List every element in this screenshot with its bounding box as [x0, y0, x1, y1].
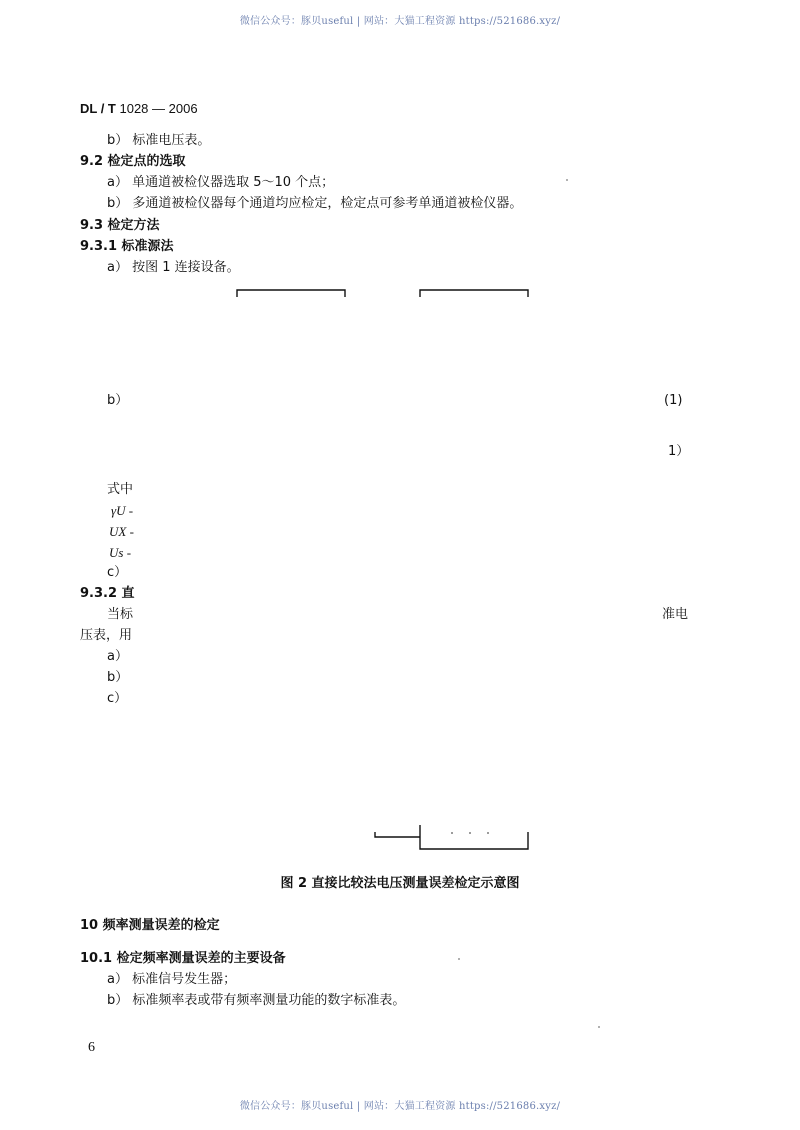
list-item: b）	[107, 393, 129, 408]
list-item: c）	[107, 691, 128, 706]
scan-speck	[566, 179, 568, 181]
list-item: a） 标准信号发生器；	[107, 972, 237, 987]
equation-number: (1)	[664, 393, 683, 408]
figure2-box-right	[420, 825, 528, 849]
paragraph-line: 压表，用	[80, 628, 133, 643]
page-number: 6	[88, 1040, 95, 1055]
figure1-box-right	[420, 290, 528, 297]
list-item: b） 标准频率表或带有频率测量功能的数字标准表。	[107, 993, 406, 1008]
figure1-box-left	[237, 290, 345, 297]
watermark-bottom: 微信公众号：豚贝useful | 网站：大猫工程资源 https://521686.xyz/	[239, 1101, 561, 1112]
figure2-caption: 图 2 直接比较法电压测量误差检定示意图	[280, 876, 520, 891]
section-heading-9-3-2: 9.3.2 直	[80, 586, 135, 601]
section-heading-10: 10 频率测量误差的检定	[80, 918, 220, 933]
list-item: a） 按图 1 连接设备。	[107, 260, 240, 275]
list-item: b） 标准电压表。	[107, 133, 211, 148]
section-heading-9-2: 9.2 检定点的选取	[80, 154, 186, 169]
standard-code: 1028 — 2006	[119, 101, 198, 116]
list-item: a） 单通道被检仪器选取 5～10 个点；	[107, 175, 335, 190]
section-heading-10-1: 10.1 检定频率测量误差的主要设备	[80, 951, 286, 966]
watermark-top: 微信公众号：豚贝useful | 网站：大猫工程资源 https://521686.xyz/	[239, 16, 561, 27]
variable-us: Us -	[109, 545, 132, 560]
section-heading-9-3: 9.3 检定方法	[80, 218, 160, 233]
scan-speck	[598, 1026, 600, 1028]
figure2-box-left	[375, 832, 420, 837]
variable-ux: UX -	[109, 524, 134, 539]
scan-speck	[458, 958, 460, 960]
list-item: b） 多通道被检仪器每个通道均应检定，检定点可参考单通道被检仪器。	[107, 196, 523, 211]
list-item: b）	[107, 670, 129, 685]
list-item: c）	[107, 565, 128, 580]
list-item: a）	[107, 649, 128, 664]
paragraph-end: 准电	[662, 607, 689, 622]
variable-gamma-u: γU -	[111, 503, 134, 518]
where-clause: 式中	[107, 482, 134, 497]
section-heading-9-3-1: 9.3.1 标准源法	[80, 239, 174, 254]
paragraph-start: 当标	[107, 607, 134, 622]
standard-prefix: DL / T	[80, 101, 120, 116]
equation-number: 1）	[668, 444, 690, 459]
